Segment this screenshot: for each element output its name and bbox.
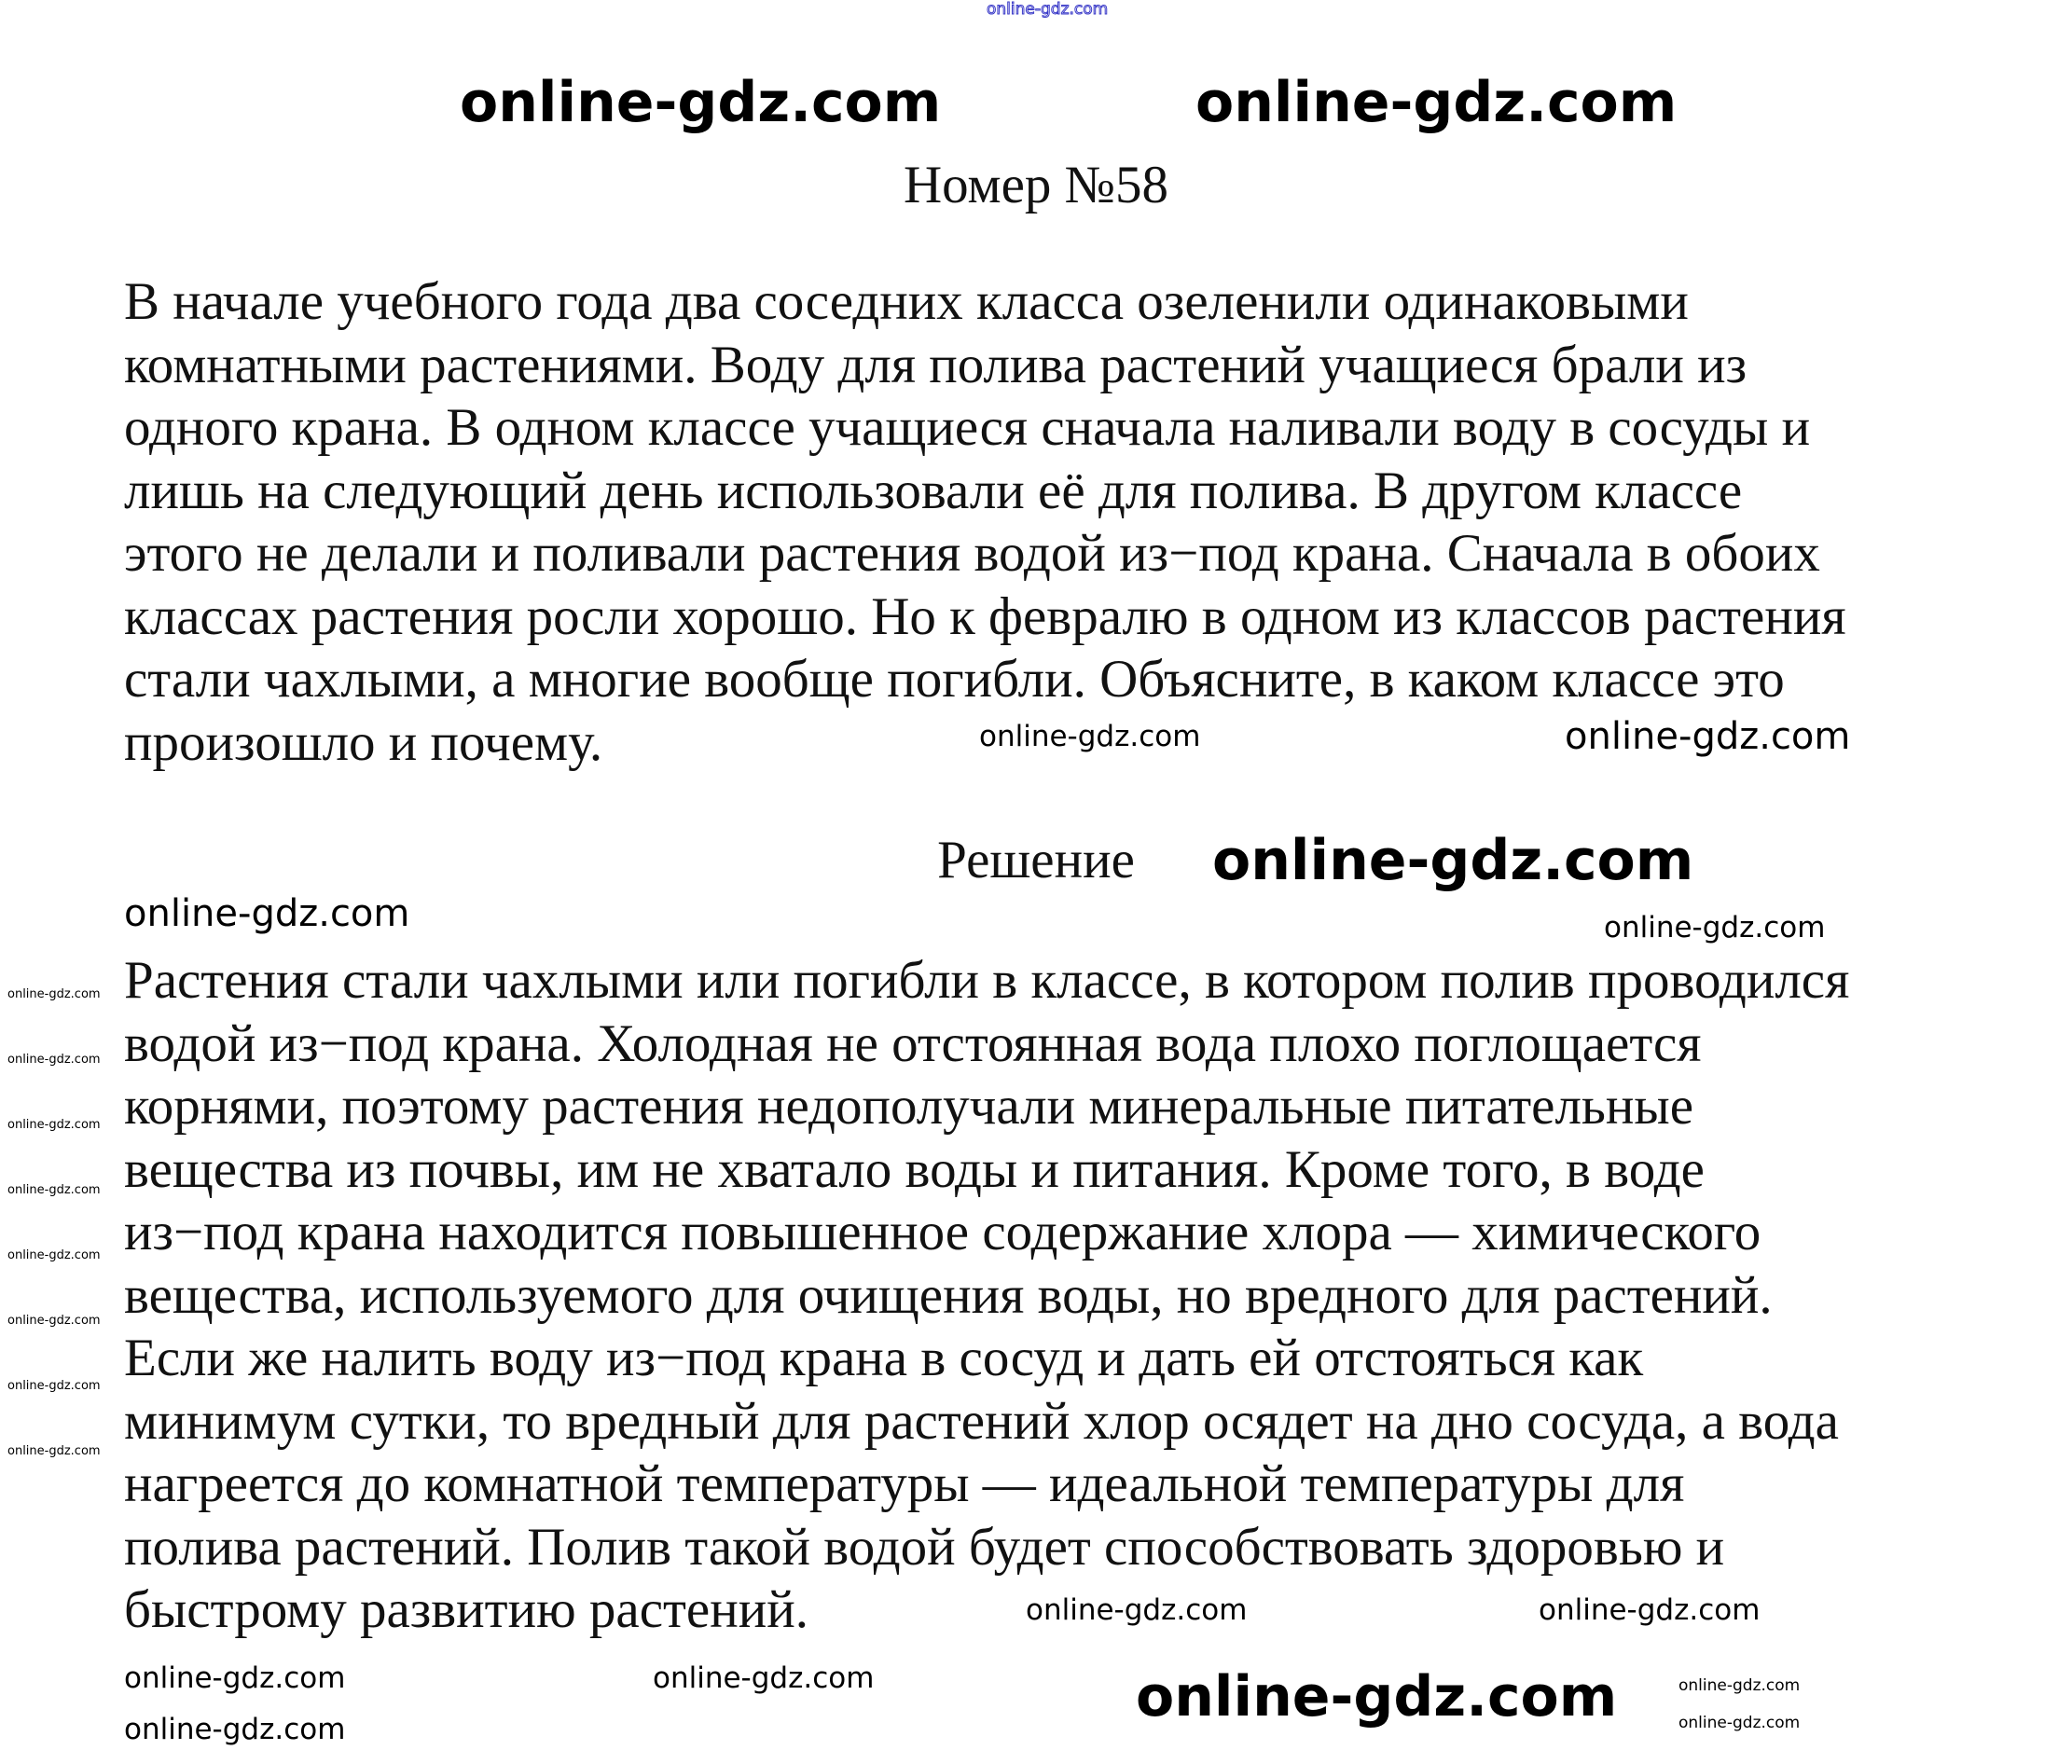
text-line: лишь на следующий день использовали её для полива. В другом классе — [124, 461, 1743, 520]
watermark: online-gdz.com — [979, 720, 1201, 753]
watermark: online-gdz.com — [7, 1248, 101, 1262]
watermark: online-gdz.com — [1026, 1593, 1248, 1627]
text-line: водой из−под крана. Холодная не отстоянная вода плохо поглощается — [124, 1013, 1702, 1073]
watermark: online-gdz.com — [987, 0, 1109, 19]
watermark: online-gdz.com — [1539, 1593, 1761, 1627]
watermark: online-gdz.com — [1565, 715, 1851, 758]
text-line: произошло и почему. — [124, 712, 603, 772]
watermark: online-gdz.com — [1604, 911, 1826, 944]
text-line: этого не делали и поливали растения водой из−под крана. Сначала в обоих — [124, 524, 1820, 583]
watermark: online-gdz.com — [7, 1053, 101, 1067]
text-line: минимум сутки, то вредный для растений хлор осядет на дно сосуда, а вода — [124, 1391, 1839, 1451]
solution-title: Решение — [937, 831, 1135, 889]
watermark: online-gdz.com — [460, 70, 942, 135]
watermark: online-gdz.com — [1136, 1664, 1618, 1730]
watermark: online-gdz.com — [124, 1713, 346, 1746]
text-line: Если же налить воду из−под крана в сосуд и дать ей отстояться как — [124, 1329, 1644, 1387]
text-line: быстрому развитию растений. — [124, 1580, 808, 1639]
watermark: online-gdz.com — [1678, 1676, 1801, 1695]
watermark: online-gdz.com — [7, 1183, 101, 1197]
text-line: стали чахлыми, а многие вообще погибли. Объясните, в каком классе это — [124, 650, 1785, 709]
text-line: В начале учебного года два соседних класса озеленили одинаковыми — [124, 272, 1689, 331]
text-line: корнями, поэтому растения недополучали минеральные питательные — [124, 1077, 1694, 1136]
watermark: online-gdz.com — [1195, 70, 1678, 135]
watermark: online-gdz.com — [1678, 1714, 1801, 1732]
watermark: online-gdz.com — [7, 1314, 101, 1328]
watermark: online-gdz.com — [1212, 828, 1694, 893]
text-line: одного крана. В одном классе учащиеся сначала наливали воду в сосуды и — [124, 398, 1811, 457]
text-line: вещества, используемого для очищения воды, но вредного для растений. — [124, 1265, 1773, 1325]
text-line: из−под крана находится повышенное содержание хлора — химического — [124, 1203, 1761, 1261]
page-title: Номер №58 — [903, 156, 1169, 214]
text-line: комнатными растениями. Воду для полива растений учащиеся брали из — [124, 335, 1747, 394]
watermark: online-gdz.com — [653, 1661, 875, 1695]
text-line: полива растений. Полив такой водой будет способствовать здоровью и — [124, 1517, 1725, 1577]
watermark: online-gdz.com — [7, 1444, 101, 1458]
watermark: online-gdz.com — [7, 987, 101, 1001]
watermark: online-gdz.com — [7, 1118, 101, 1132]
text-line: классах растения росли хорошо. Но к февралю в одном из классов растения — [124, 586, 1846, 646]
watermark: online-gdz.com — [7, 1379, 101, 1393]
watermark: online-gdz.com — [124, 1661, 346, 1695]
watermark: online-gdz.com — [124, 892, 410, 935]
text-line: вещества из почвы, им не хватало воды и питания. Кроме того, в воде — [124, 1139, 1705, 1199]
text-line: Растения стали чахлыми или погибли в классе, в котором полив проводился — [124, 951, 1850, 1010]
text-line: нагреется до комнатной температуры — идеальной температуры для — [124, 1454, 1685, 1513]
